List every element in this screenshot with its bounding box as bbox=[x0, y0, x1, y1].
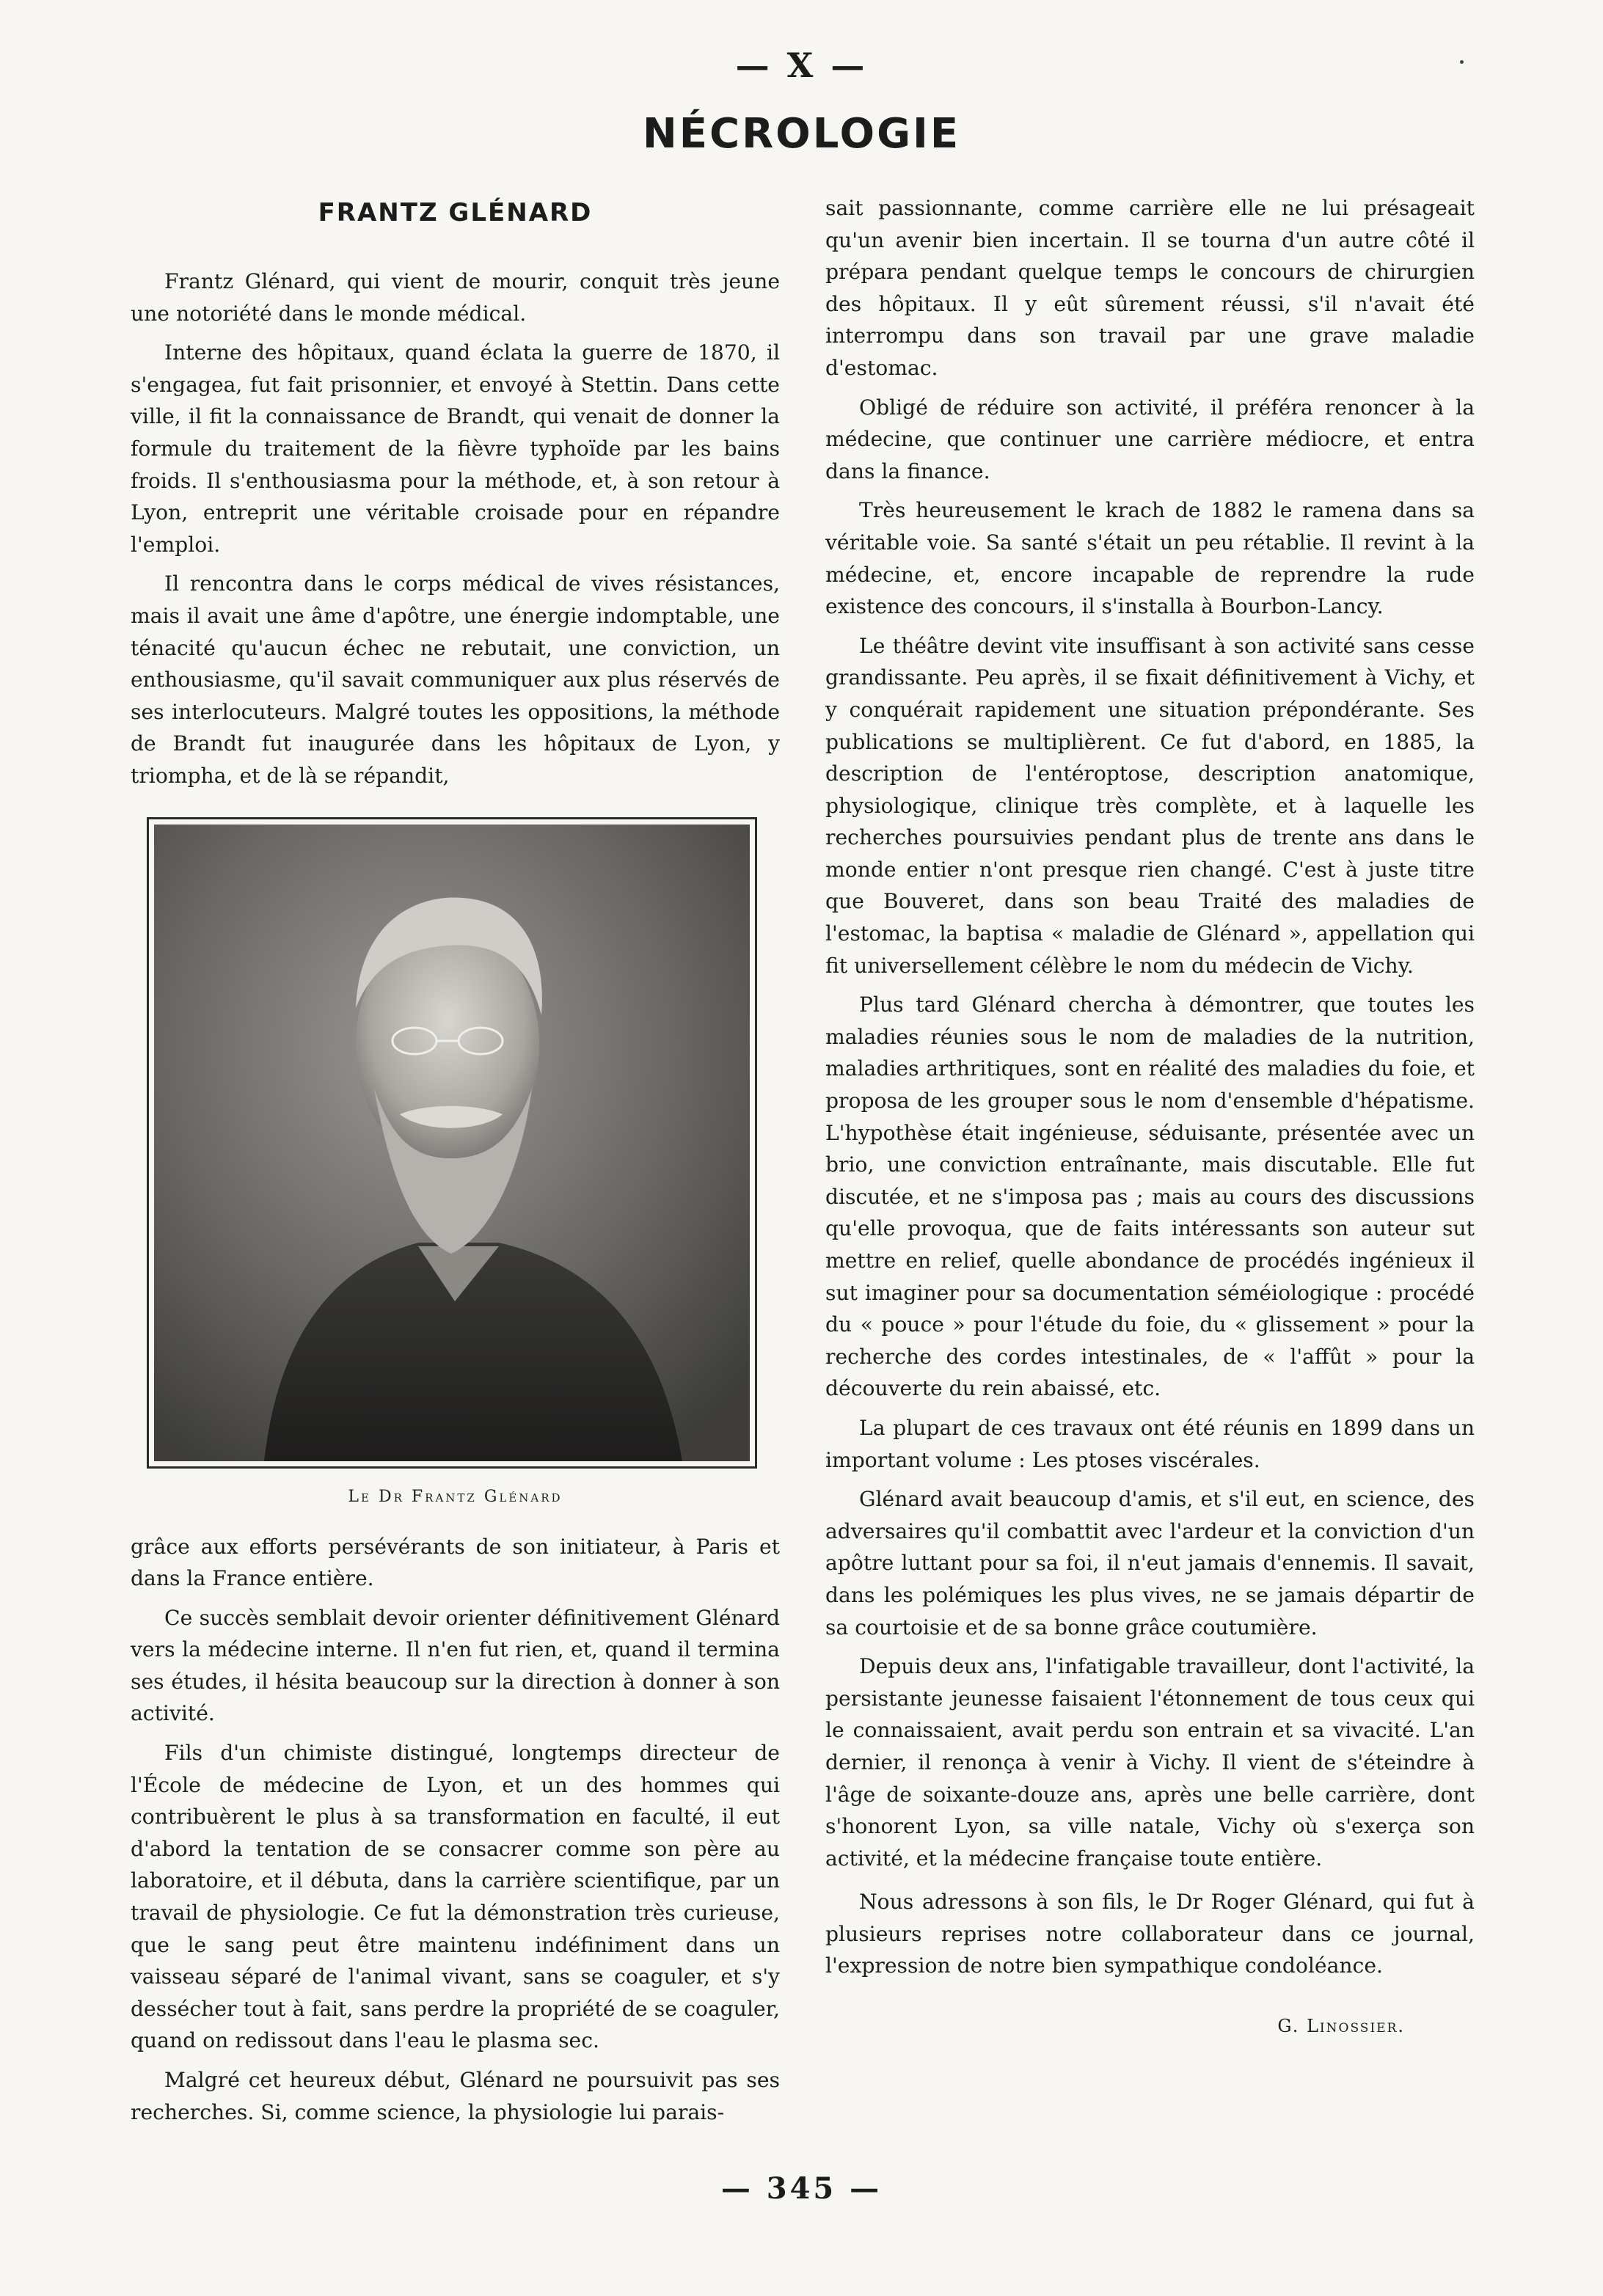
paragraph: Interne des hôpitaux, quand éclata la guerre de 1870, il s'engagea, fut fait prisonnier, et envoyé à Stettin. Dans cette ville, il fit la connaissance de Brandt, qui venait de donner la formule du traitement de la fièvre typhoïde par les bains froids. Il s'enthousiasma pour la méthode, et, à son retour à Lyon, entreprit une véritable croisade pour en répandre l'emploi. bbox=[131, 340, 780, 557]
paragraph: sait passionnante, comme carrière elle ne lui présageait qu'un avenir bien incertain. Il se tourna d'un autre côté il prépara pendant quelque temps le concours de chirurgien des hôpitaux. Il y eût sûrement réussi, s'il n'avait été interrompu dans son travail par une grave maladie d'estomac. bbox=[825, 196, 1475, 380]
paragraph: Plus tard Glénard chercha à démontrer, que toutes les maladies réunies sous le nom de maladies de la nutrition, maladies arthritiques, sont en réalité des maladies du foie, et proposa de les grouper sous le nom d'ensemble d'hépatisme. L'hypothèse était ingénieuse, séduisante, présentée avec un brio, une conviction entraînante, mais discutable. Elle fut discutée, et ne s'imposa pas ; mais au cours des discussions qu'elle provoqua, que de faits intéressants son auteur sut mettre en relief, quelle abondance de procédés ingénieux il sut imaginer pour sa documentation séméiologique : procédé du « pouce » pour l'étude du foie, du « glissement » pour la recherche des cordes intestinales, de « l'affût » pour la découverte du rein abaissé, etc. bbox=[825, 992, 1475, 1401]
section-title: NÉCROLOGIE bbox=[642, 110, 961, 158]
paragraph: Fils d'un chimiste distingué, longtemps directeur de l'École de médecine de Lyon, et un des hommes qui contribuèrent le plus à sa transformation en faculté, il eut d'abord la tentation de se consacrer comme son père au laboratoire, et il débuta, dans la carrière scientifique, par un travail de physiologie. Ce fut la démonstration très curieuse, que le sang peut être maintenu indéfiniment dans un vaisseau séparé de l'animal vivant, sans se coaguler, et s'y dessécher tout à fait, sans perdre la propriété de se coaguler, quand on redissout dans l'eau le plasma sec. bbox=[131, 1741, 780, 2053]
right-column bbox=[825, 192, 1475, 2036]
portrait-photo bbox=[147, 817, 757, 1469]
page-number: — 345 — bbox=[720, 2171, 883, 2206]
photo-caption: Le Dr Frantz Glénard bbox=[348, 1487, 563, 1506]
portrait-image bbox=[154, 825, 750, 1461]
paragraph: Malgré cet heureux début, Glénard ne poursuivit pas ses recherches. Si, comme science, la physiologie lui parais- bbox=[131, 2068, 780, 2124]
paragraph: Nous adressons à son fils, le Dr Roger Glénard, qui fut à plusieurs reprises notre collaborateur dans ce journal, l'expression de notre bien sympathique condoléance. bbox=[825, 1890, 1475, 1978]
paragraph: Depuis deux ans, l'infatigable travailleur, dont l'activité, la persistante jeunesse faisaient l'étonnement de tous ceux qui le connaissaient, avait perdu son entrain et sa vivacité. L'an dernier, il renonça à venir à Vichy. Il vient de s'éteindre à l'âge de soixante-douze ans, après une belle carrière, dont s'honorent Lyon, sa ville natale, Vichy où s'exerça son activité, et la médecine française toute entière. bbox=[825, 1654, 1475, 1871]
paragraph: Frantz Glénard, qui vient de mourir, conquit très jeune une notoriété dans le monde médical. bbox=[131, 269, 780, 326]
paragraph: Obligé de réduire son activité, il préféra renoncer à la médecine, que continuer une carrière médiocre, et entra dans la finance. bbox=[825, 395, 1475, 483]
paragraph: Très heureusement le krach de 1882 le ramena dans sa véritable voie. Sa santé s'était un peu rétablie. Il revint à la médecine, et, encore incapable de reprendre la rude existence des concours, il s'installa à Bourbon-Lancy. bbox=[825, 498, 1475, 619]
print-speck bbox=[1460, 60, 1464, 64]
paragraph: Il rencontra dans le corps médical de vives résistances, mais il avait une âme d'apôtre, une énergie indomptable, une ténacité qu'aucun échec ne rebutait, une conviction, un enthousiasme, qu'il savait communiquer aux plus réservés de ses interlocuteurs. Malgré toutes les oppositions, la méthode de Brandt fut inaugurée dans les hôpitaux de Lyon, y triompha, et de là se répandit, bbox=[131, 571, 780, 788]
paragraph: Le théâtre devint vite insuffisant à son activité sans cesse grandissante. Peu après, il se fixait définitivement à Vichy, et y conquérait rapidement une situation prépondérante. Ses publications se multiplièrent. Ce fut d'abord, en 1885, la description de l'entéroptose, description anatomique, physiologique, clinique très complète, et à laquelle les recherches poursuivies pendant plus de trente ans dans le monde entier n'ont presque rien changé. C'est à juste titre que Bouveret, dans son beau Traité des maladies de l'estomac, la baptisa « maladie de Glénard », appellation qui fit universellement célèbre le nom du médecin de Vichy. bbox=[825, 633, 1475, 978]
paragraph: Glénard avait beaucoup d'amis, et s'il eut, en science, des adversaires qu'il combattit avec l'ardeur et la conviction d'un apôtre luttant pour sa foi, il n'eut jamais d'ennemis. Il savait, dans les polémiques les plus vives, ne se jamais départir de sa courtoisie et de sa bonne grâce coutumière. bbox=[825, 1487, 1475, 1639]
page-folio-top: — X — bbox=[735, 45, 868, 85]
left-column bbox=[131, 192, 780, 2135]
article-title: FRANTZ GLÉNARD bbox=[318, 198, 593, 227]
paragraph: grâce aux efforts persévérants de son initiateur, à Paris et dans la France entière. bbox=[131, 1534, 780, 1591]
author-signature: G. Linossier. bbox=[1277, 2016, 1405, 2037]
paragraph: La plupart de ces travaux ont été réunis en 1899 dans un important volume : Les ptoses viscérales. bbox=[825, 1415, 1475, 1472]
paragraph: Ce succès semblait devoir orienter définitivement Glénard vers la médecine interne. Il n'en fut rien, et, quand il termina ses études, il hésita beaucoup sur la direction à donner à son activité. bbox=[131, 1605, 780, 1726]
